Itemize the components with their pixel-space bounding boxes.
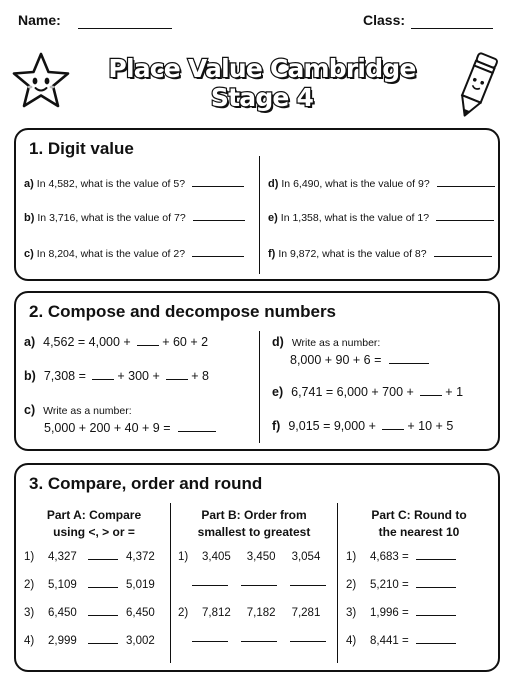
question-c: c) In 8,204, what is the value of 2? bbox=[24, 248, 244, 260]
round-row: 2) 5,210 = bbox=[346, 579, 456, 591]
compare-row: 4) 2,999 3,002 bbox=[24, 635, 155, 647]
divider bbox=[259, 331, 260, 443]
answer-blank[interactable] bbox=[416, 587, 456, 588]
answer-blank[interactable] bbox=[290, 585, 326, 586]
answer-blank[interactable] bbox=[88, 615, 118, 616]
section-title: 1. Digit value bbox=[29, 139, 134, 158]
order-answer-row bbox=[192, 577, 326, 589]
answer-blank[interactable] bbox=[88, 587, 118, 588]
answer-blank[interactable] bbox=[193, 220, 245, 221]
answer-blank[interactable] bbox=[92, 379, 114, 380]
name-label: Name: bbox=[18, 12, 61, 28]
part-c-heading: Part C: Round to the nearest 10 bbox=[371, 508, 467, 539]
class-label: Class: bbox=[363, 12, 406, 28]
round-row: 4) 8,441 = bbox=[346, 635, 456, 647]
part-a-heading: Part A: Compare using <, > or = bbox=[46, 508, 142, 539]
part-b-heading: Part B: Order from smallest to greatest bbox=[197, 508, 311, 539]
answer-blank[interactable] bbox=[178, 431, 216, 432]
question-a: a) In 4,582, what is the value of 5? bbox=[24, 178, 244, 190]
answer-blank[interactable] bbox=[436, 220, 494, 221]
question-d: d) In 6,490, what is the value of 9? bbox=[268, 178, 495, 190]
answer-blank[interactable] bbox=[420, 395, 442, 396]
answer-blank[interactable] bbox=[416, 559, 456, 560]
answer-blank[interactable] bbox=[88, 643, 118, 644]
answer-blank[interactable] bbox=[192, 641, 228, 642]
answer-blank[interactable] bbox=[88, 559, 118, 560]
answer-blank[interactable] bbox=[416, 615, 456, 616]
question-b: b) In 3,716, what is the value of 7? bbox=[24, 212, 245, 224]
section-title: 3. Compare, order and round bbox=[29, 474, 263, 493]
question-f: f) In 9,872, what is the value of 8? bbox=[268, 248, 492, 260]
answer-blank[interactable] bbox=[290, 641, 326, 642]
answer-blank[interactable] bbox=[241, 585, 277, 586]
divider bbox=[170, 503, 171, 663]
title-banner bbox=[0, 48, 512, 118]
answer-blank[interactable] bbox=[192, 256, 244, 257]
round-row: 3) 1,996 = bbox=[346, 607, 456, 619]
section-digit-value bbox=[14, 128, 500, 281]
pencil-icon bbox=[452, 48, 502, 122]
answer-blank[interactable] bbox=[192, 585, 228, 586]
class-field[interactable] bbox=[411, 28, 493, 29]
order-answer-row bbox=[192, 633, 326, 645]
question-b: b) 7,308 = + 300 + + 8 bbox=[24, 369, 209, 383]
answer-blank[interactable] bbox=[241, 641, 277, 642]
header bbox=[18, 12, 494, 34]
worksheet-title: Place Value Cambridge Stage 4 bbox=[108, 54, 416, 112]
answer-blank[interactable] bbox=[434, 256, 492, 257]
question-c-expression: 5,000 + 200 + 40 + 9 = bbox=[44, 421, 216, 435]
compare-row: 1) 4,327 4,372 bbox=[24, 551, 155, 563]
divider bbox=[337, 503, 338, 663]
question-e: e) In 1,358, what is the value of 1? bbox=[268, 212, 494, 224]
star-icon bbox=[10, 50, 72, 112]
question-f: f) 9,015 = 9,000 + + 10 + 5 bbox=[272, 419, 454, 433]
question-c: c) Write as a number: bbox=[24, 403, 132, 417]
question-d-expression: 8,000 + 90 + 6 = bbox=[290, 353, 429, 367]
question-d: d) Write as a number: bbox=[272, 335, 381, 349]
section-compose-decompose bbox=[14, 291, 500, 451]
round-row: 1) 4,683 = bbox=[346, 551, 456, 563]
answer-blank[interactable] bbox=[416, 643, 456, 644]
answer-blank[interactable] bbox=[437, 186, 495, 187]
divider bbox=[259, 156, 260, 274]
name-field[interactable] bbox=[78, 28, 172, 29]
compare-row: 3) 6,450 6,450 bbox=[24, 607, 155, 619]
answer-blank[interactable] bbox=[137, 345, 159, 346]
order-row: 1) 3,405 3,450 3,054 bbox=[178, 551, 321, 563]
answer-blank[interactable] bbox=[382, 429, 404, 430]
question-e: e) 6,741 = 6,000 + 700 + + 1 bbox=[272, 385, 464, 399]
question-a: a) 4,562 = 4,000 + + 60 + 2 bbox=[24, 335, 209, 349]
section-compare-order-round bbox=[14, 463, 500, 672]
answer-blank[interactable] bbox=[166, 379, 188, 380]
order-row: 2) 7,812 7,182 7,281 bbox=[178, 607, 321, 619]
compare-row: 2) 5,109 5,019 bbox=[24, 579, 155, 591]
section-title: 2. Compose and decompose numbers bbox=[29, 302, 337, 321]
answer-blank[interactable] bbox=[389, 363, 429, 364]
answer-blank[interactable] bbox=[192, 186, 244, 187]
